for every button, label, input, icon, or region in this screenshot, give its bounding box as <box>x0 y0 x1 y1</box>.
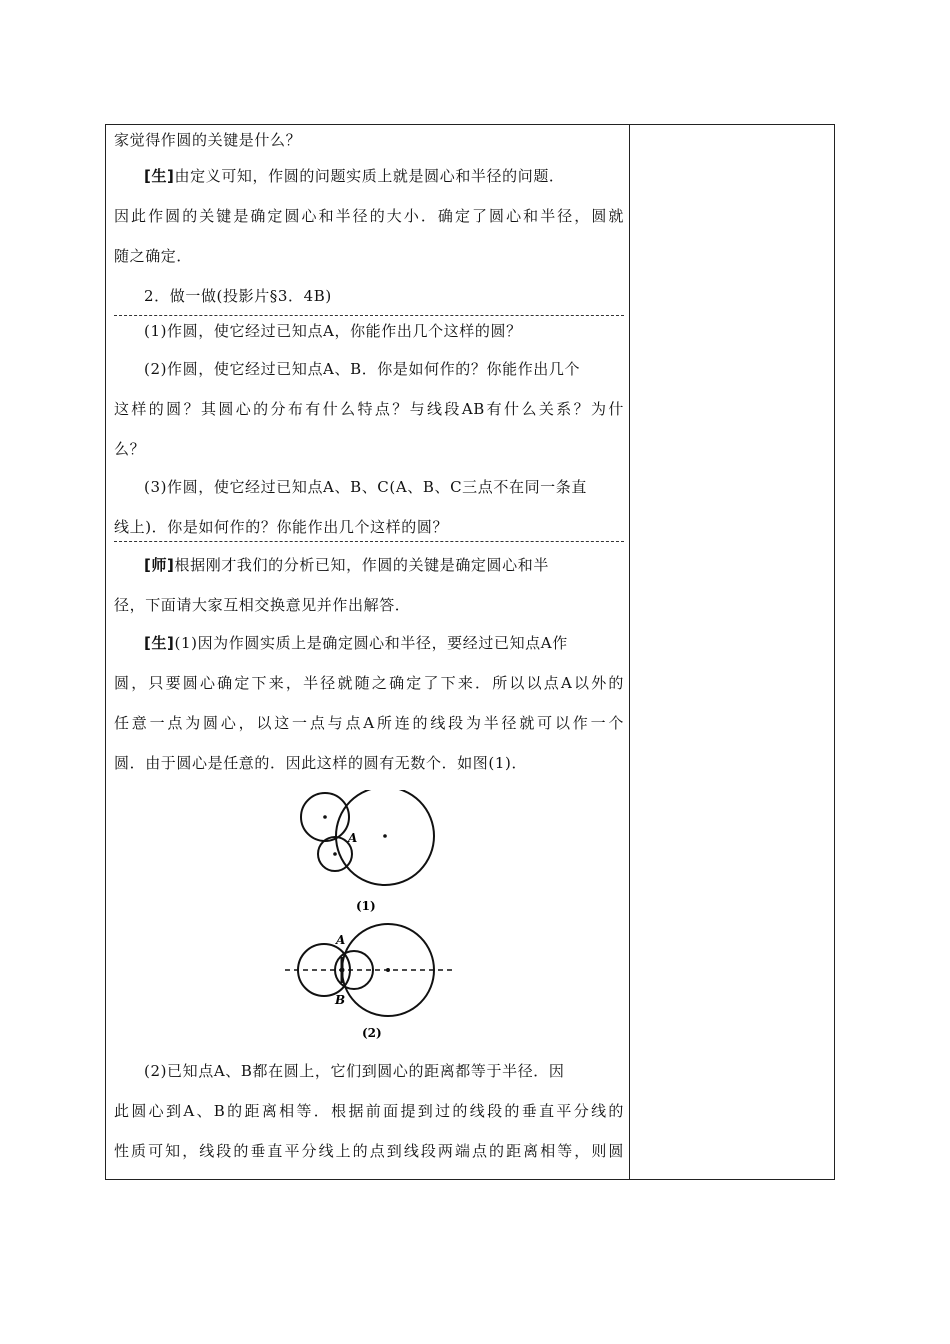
question-2-line: (2)作圆，使它经过已知点A、B．你是如何作的？你能作出几个 <box>144 360 581 378</box>
midpoint <box>340 968 345 973</box>
text-line: 圆．由于圆心是任意的．因此这样的圆有无数个．如图(1)． <box>114 754 528 772</box>
text-span: 由定义可知，作圆的问题实质上就是圆心和半径的问题． <box>174 167 565 185</box>
text-line: 因此作圆的关键是确定圆心和半径的大小．确定了圆心和半径，圆就 <box>114 207 624 225</box>
student-answer-line <box>114 166 654 186</box>
text-line: 性质可知，线段的垂直平分线上的点到线段两端点的距离相等，则圆 <box>114 1142 624 1160</box>
student-answer-line <box>114 633 654 653</box>
text-line: 此圆心到A、B的距离相等．根据前面提到过的线段的垂直平分线的 <box>114 1102 624 1120</box>
text-span: 根据刚才我们的分析已知，作圆的关键是确定圆心和半 <box>174 556 549 574</box>
question-3-line: (3)作圆，使它经过已知点A、B、C(A、B、C三点不在同一条直 <box>144 478 587 496</box>
question-1: (1)作圆，使它经过已知点A，你能作出几个这样的圆？ <box>144 322 522 340</box>
center-point <box>323 815 327 819</box>
center-point <box>333 852 337 856</box>
section-heading: 2．做一做(投影片§3．4B) <box>144 287 332 305</box>
point-label-a: A <box>348 831 358 845</box>
text-line: (2)已知点A、B都在圆上，它们到圆心的距离都等于半径．因 <box>144 1062 565 1080</box>
text-span: (1)因为作圆实质上是确定圆心和半径，要经过已知点A作 <box>174 634 568 652</box>
figure-2-circles-through-two-points <box>280 920 460 1045</box>
point-label-a: A <box>336 933 346 947</box>
text-line: 径，下面请大家互相交换意见并作出解答． <box>114 596 411 614</box>
role-tag-student: [生] <box>144 634 175 652</box>
figure-2-caption: (2) <box>362 1026 382 1040</box>
figure-1-circles-through-point <box>285 790 460 920</box>
center-point <box>386 968 390 972</box>
dashed-divider <box>114 541 624 542</box>
question-2-line: 么？ <box>114 440 146 458</box>
role-tag-teacher: [师] <box>144 556 175 574</box>
question-2-line: 这样的圆？其圆心的分布有什么特点？与线段AB有什么关系？为什 <box>114 400 624 418</box>
text-line: 随之确定． <box>114 247 193 265</box>
role-tag-student: [生] <box>144 167 175 185</box>
center-point <box>383 834 387 838</box>
text-line: 圆，只要圆心确定下来，半径就随之确定了下来．所以以点A以外的 <box>114 674 624 692</box>
text-line: 家觉得作圆的关键是什么？ <box>114 131 302 149</box>
figure-1-caption: (1) <box>356 899 376 913</box>
point-label-b: B <box>335 993 346 1007</box>
dashed-divider <box>114 315 624 316</box>
question-3-line: 线上)．你是如何作的？你能作出几个这样的圆？ <box>114 518 449 536</box>
teacher-line <box>114 555 654 575</box>
text-line: 任意一点为圆心，以这一点与点A所连的线段为半径就可以作一个 <box>114 714 624 732</box>
